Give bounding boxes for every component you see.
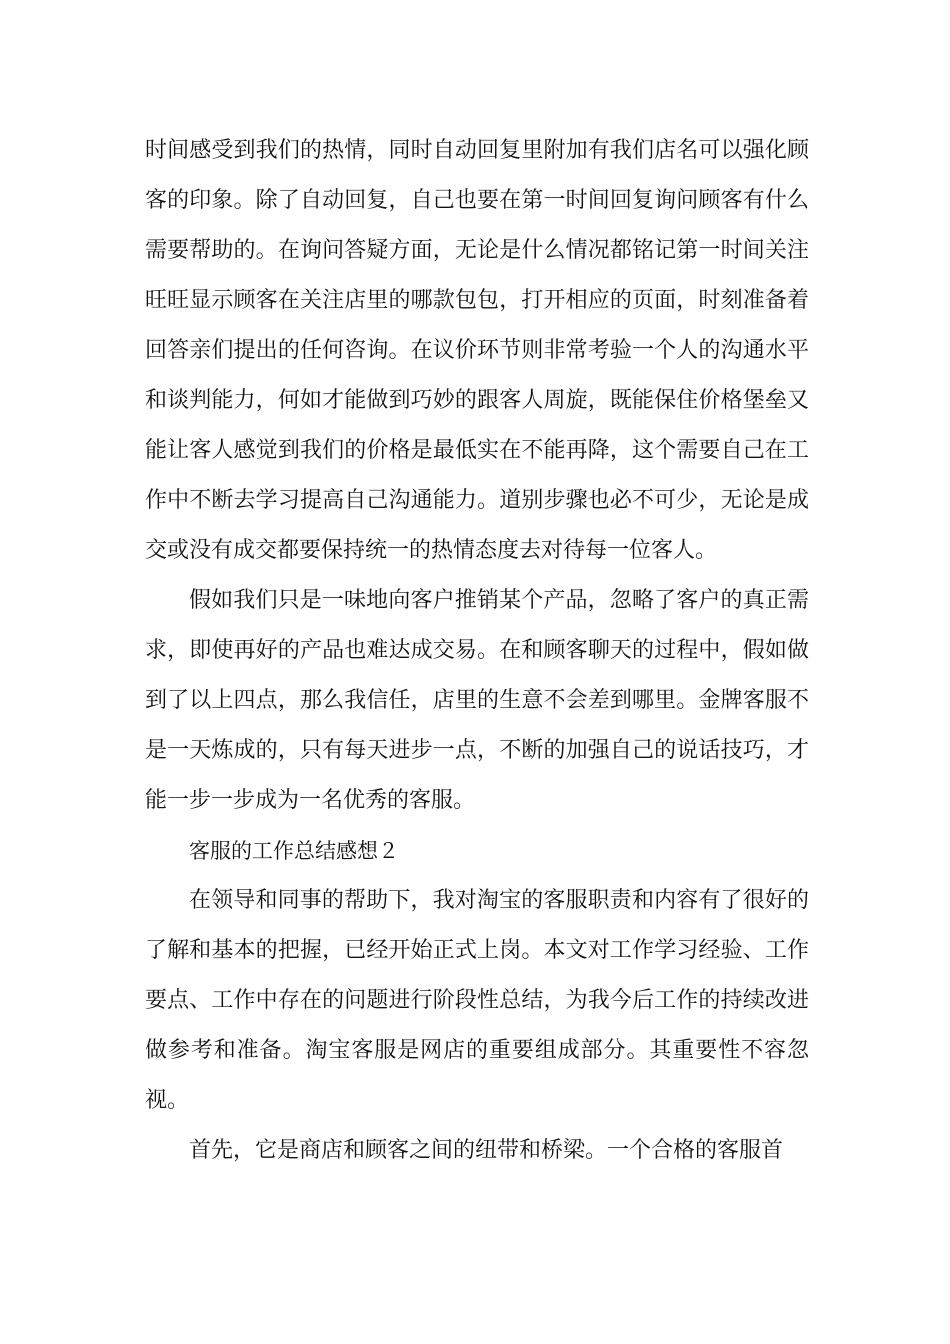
document-body <box>145 126 809 1176</box>
paragraph-first-point: 首先，它是商店和顾客之间的纽带和桥梁。一个合格的客服首 <box>189 1138 784 1163</box>
paragraph-customer-needs: 假如我们只是一味地向客户推销某个产品，忽略了客户的真正需求，即使再好的产品也难达成交易。在和顾客聊天的过程中，假如做到了以上四点，那么我信任，店里的生意不会差到哪里。金牌客服不是一天炼成的，只有每天进步一点，不断的加强自己的说话技巧，才能一步一步成为一名优秀的客服。 <box>145 588 809 813</box>
paragraph-continuation: 时间感受到我们的热情，同时自动回复里附加有我们店名可以强化顾客的印象。除了自动回复，自己也要在第一时间回复询问顾客有什么需要帮助的。在询问答疑方面，无论是什么情况都铭记第一时间关注旺旺显示顾客在关注店里的哪款包包，打开相应的页面，时刻准备着回答亲们提出的任何咨询。在议价环节则非常考验一个人的沟通水平和谈判能力，何如才能做到巧妙的跟客人周旋，既能保住价格堡垒又能让客人感觉到我们的价格是最低实在不能再降，这个需要自己在工作中不断去学习提高自己沟通能力。道别步骤也必不可少，无论是成交或没有成交都要保持统一的热情态度去对待每一位客人。 <box>145 138 809 563</box>
paragraph-intro: 在领导和同事的帮助下，我对淘宝的客服职责和内容有了很好的了解和基本的把握，已经开始正式上岗。本文对工作学习经验、工作要点、工作中存在的问题进行阶段性总结，为我今后工作的持续改进做参考和准备。淘宝客服是网店的重要组成部分。其重要性不容忽视。 <box>145 888 809 1113</box>
section-heading: 客服的工作总结感想２ <box>189 839 399 863</box>
